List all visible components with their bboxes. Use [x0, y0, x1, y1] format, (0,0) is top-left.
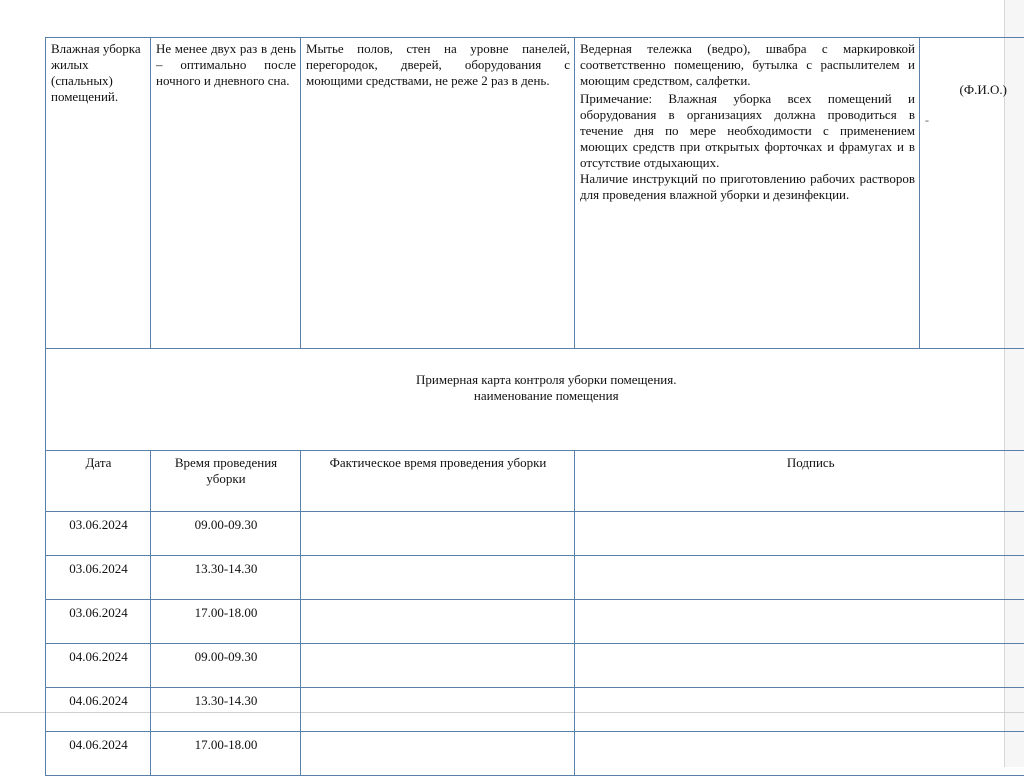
row-date: 04.06.2024 [46, 688, 151, 732]
row-time: 13.30-14.30 [151, 556, 301, 600]
table-row [46, 644, 1024, 688]
row-time: 09.00-09.30 [151, 644, 301, 688]
row-actual-time[interactable] [301, 600, 575, 644]
caption-title: Примерная карта контроля уборки помещения. [51, 372, 1024, 388]
cleaning-table [45, 37, 1024, 776]
frequency-cell [151, 38, 301, 349]
header-time: Время проведения уборки [151, 451, 301, 512]
note-text: Примечание: Влажная уборка всех помещений и оборудования в организациях должна проводиться в течение дня по мере необходимости с применением моющих средств при открытых форточках и фрамугах и в отсутствие отдыхающих. [580, 91, 915, 171]
row-actual-time[interactable] [301, 644, 575, 688]
table-row [46, 512, 1024, 556]
row-date: 04.06.2024 [46, 732, 151, 776]
table-caption [46, 349, 1024, 451]
row-time: 17.00-18.00 [151, 732, 301, 776]
responsible-name: (Ф.И.О.) [960, 82, 1007, 97]
row-actual-time[interactable] [301, 556, 575, 600]
method-cell [301, 38, 575, 349]
row-signature[interactable] [575, 512, 1024, 556]
row-actual-time[interactable] [301, 512, 575, 556]
responsible-cell [920, 38, 1024, 349]
row-time: 09.00-09.30 [151, 512, 301, 556]
row-date: 03.06.2024 [46, 600, 151, 644]
responsible-dash: - [925, 112, 1024, 128]
row-actual-time[interactable] [301, 732, 575, 776]
header-actual-time: Фактическое время проведения уборки [301, 451, 575, 512]
row-date: 04.06.2024 [46, 644, 151, 688]
header-signature: Подпись [575, 451, 1024, 512]
table-row [46, 732, 1024, 776]
caption-subtitle: наименование помещения [51, 388, 1024, 404]
header-row [46, 451, 1024, 512]
row-signature[interactable] [575, 688, 1024, 732]
row-signature[interactable] [575, 644, 1024, 688]
instructions-text: Наличие инструкций по приготовлению рабочих растворов для проведения влажной уборки и дезинфекции. [580, 171, 915, 203]
equipment-text: Ведерная тележка (ведро), швабра с маркировкой соответственно помещению, бутылка с распылителем и моющим средством, салфетки. [580, 41, 915, 89]
table-row [46, 688, 1024, 732]
row-date: 03.06.2024 [46, 512, 151, 556]
procedure-row [46, 38, 1024, 349]
header-date: Дата [46, 451, 151, 512]
row-date: 03.06.2024 [46, 556, 151, 600]
row-time: 17.00-18.00 [151, 600, 301, 644]
table-row [46, 556, 1024, 600]
table-row [46, 600, 1024, 644]
row-signature[interactable] [575, 556, 1024, 600]
method-text: Мытье полов, стен на уровне панелей, перегородок, дверей, оборудования с моющими средствами, не реже 2 раз в день. [306, 41, 570, 88]
row-signature[interactable] [575, 600, 1024, 644]
caption-row [46, 349, 1024, 451]
row-time: 13.30-14.30 [151, 688, 301, 732]
equipment-cell [575, 38, 920, 349]
row-signature[interactable] [575, 732, 1024, 776]
frequency-text: Не менее двух раз в день – оптимально после ночного и дневного сна. [156, 41, 296, 88]
procedure-name: Влажная уборка жилых (спальных) помещений. [51, 41, 141, 104]
procedure-name-cell [46, 38, 151, 349]
row-actual-time[interactable] [301, 688, 575, 732]
